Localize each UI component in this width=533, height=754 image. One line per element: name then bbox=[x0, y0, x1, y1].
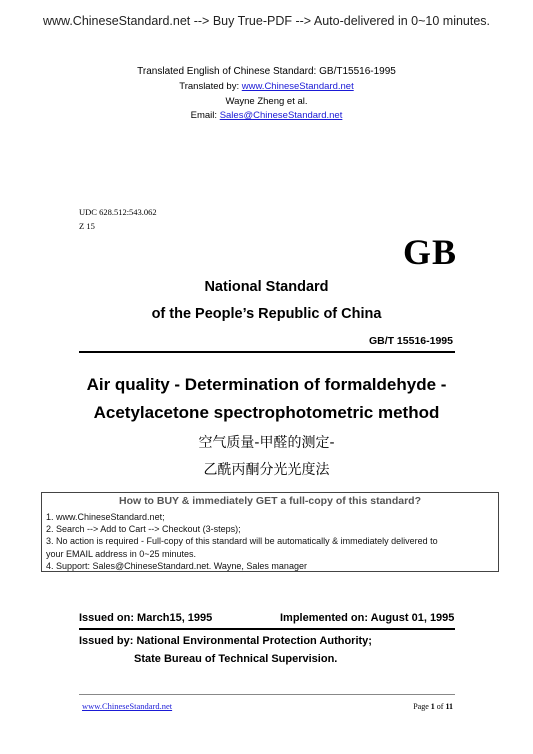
standard-number: GB/T 15516-1995 bbox=[368, 335, 453, 347]
page-number bbox=[413, 702, 453, 711]
issued-by: Issued by: National Environmental Protection Authority; bbox=[79, 635, 372, 647]
gb-logo: GB bbox=[403, 232, 458, 272]
udc-code: UDC 628.512:543.062 bbox=[79, 207, 157, 217]
email-label: Email: bbox=[190, 110, 220, 121]
buy-step: 1. www.ChineseStandard.net; bbox=[46, 512, 165, 522]
buy-steps-list bbox=[46, 511, 438, 572]
translated-by-link[interactable]: www.ChineseStandard.net bbox=[241, 81, 354, 92]
title-en-line2: Acetylacetone spectrophotometric method bbox=[93, 403, 440, 422]
buy-step: 2. Search --> Add to Cart --> Checkout (3-steps); bbox=[46, 524, 241, 535]
title-en-line1: Air quality - Determination of formaldehyde - bbox=[86, 375, 447, 394]
implemented-date: Implemented on: August 01, 1995 bbox=[280, 612, 455, 624]
buy-step: 4. Support: Sales@ChineseStandard.net. Wayne, Sales manager bbox=[46, 560, 307, 571]
footer-link[interactable]: www.ChineseStandard.net bbox=[82, 701, 173, 711]
title-cn-line2: 乙酰丙酮分光光度法 bbox=[203, 462, 330, 478]
footer-divider bbox=[79, 694, 455, 695]
title-cn-line1: 空气质量-甲醛的测定- bbox=[198, 435, 335, 451]
translator-names: Wayne Zheng et al. bbox=[225, 96, 308, 107]
issuer-line2: State Bureau of Technical Supervision. bbox=[134, 653, 338, 665]
dates-divider bbox=[79, 628, 455, 630]
translation-title: Translated English of Chinese Standard: GB/T15516-1995 bbox=[137, 66, 396, 77]
page-of: of bbox=[434, 702, 446, 711]
buy-step: your EMAIL address in 0~25 minutes. bbox=[46, 548, 196, 559]
buy-info-box bbox=[41, 492, 499, 572]
z-code: Z 15 bbox=[79, 221, 95, 231]
page-total: 11 bbox=[445, 702, 453, 711]
issued-date: Issued on: March15, 1995 bbox=[79, 612, 213, 624]
translation-email bbox=[0, 110, 533, 121]
translated-by-label: Translated by: bbox=[179, 81, 242, 92]
page-label: Page bbox=[413, 702, 431, 711]
buy-step: 3. No action is required - Full-copy of this standard will be automatically & immediately delivered to bbox=[46, 536, 438, 547]
page-current: 1 bbox=[430, 702, 435, 711]
header-divider bbox=[79, 351, 455, 353]
buy-box-heading: How to BUY & immediately GET a full-copy of this standard? bbox=[118, 495, 421, 507]
standard-line1: National Standard bbox=[204, 279, 329, 295]
email-link[interactable]: Sales@ChineseStandard.net bbox=[219, 110, 343, 121]
translated-by bbox=[0, 81, 533, 92]
top-banner: www.ChineseStandard.net --> Buy True-PDF --> Auto-delivered in 0~10 minutes. bbox=[42, 14, 491, 28]
standard-line2: of the People’s Republic of China bbox=[151, 306, 382, 322]
